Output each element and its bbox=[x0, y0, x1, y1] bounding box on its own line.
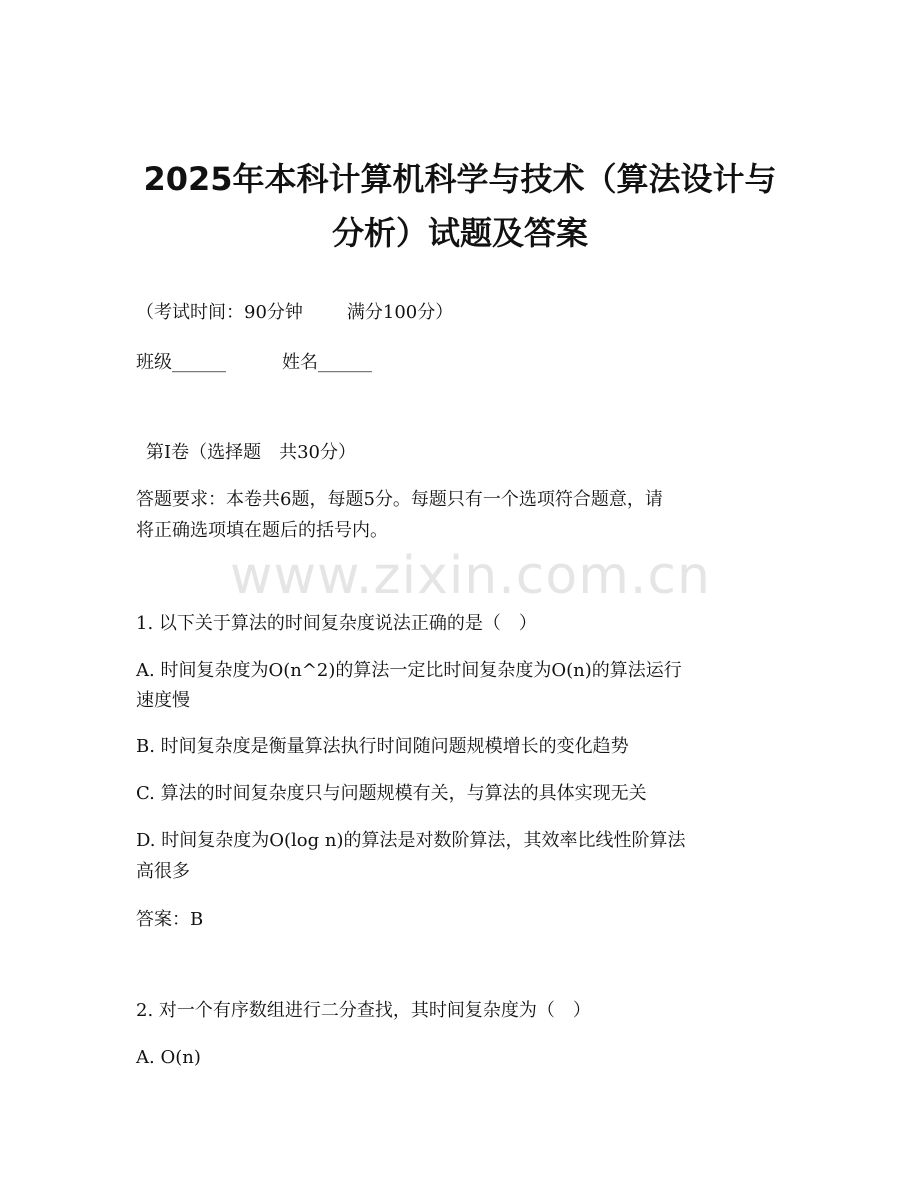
watermark: www.zixin.com.cn bbox=[230, 546, 711, 606]
title-line-1: 2025年本科计算机科学与技术（算法设计与 bbox=[143, 160, 777, 198]
question-1-option-a-line-1: A. 时间复杂度为O(n^2)的算法一定比时间复杂度为O(n)的算法运行 bbox=[136, 660, 682, 681]
exam-info bbox=[136, 298, 796, 328]
question-2-option-a: A. O(n) bbox=[136, 1047, 201, 1068]
question-2-stem: 2. 对一个有序数组进行二分查找，其时间复杂度为（ ） bbox=[136, 1000, 591, 1021]
question-1-stem: 1. 以下关于算法的时间复杂度说法正确的是（ ） bbox=[136, 613, 537, 634]
question-1-answer: 答案：B bbox=[136, 909, 204, 930]
class-field-label: 班级______ bbox=[136, 352, 226, 373]
question-1-option-c: C. 算法的时间复杂度只与问题规模有关，与算法的具体实现无关 bbox=[136, 783, 647, 804]
question-1-option-d-line-1: D. 时间复杂度为O(log n)的算法是对数阶算法，其效率比线性阶算法 bbox=[136, 830, 686, 851]
instructions-line-1: 答题要求：本卷共6题，每题5分。每题只有一个选项符合题意，请 bbox=[136, 489, 663, 510]
section-heading: 第Ⅰ卷（选择题 共30分） bbox=[146, 442, 357, 463]
instructions-line-2: 将正确选项填在题后的括号内。 bbox=[136, 520, 388, 541]
question-1-option-a-line-2: 速度慢 bbox=[136, 690, 190, 711]
exam-score: 满分100分） bbox=[346, 302, 454, 323]
document-title bbox=[60, 152, 860, 260]
student-info bbox=[136, 348, 796, 378]
question-1-option-d-line-2: 高很多 bbox=[136, 861, 190, 882]
title-line-2: 分析）试题及答案 bbox=[331, 214, 588, 252]
name-field-label: 姓名______ bbox=[282, 352, 372, 373]
question-1-option-b: B. 时间复杂度是衡量算法执行时间随问题规模增长的变化趋势 bbox=[136, 736, 629, 757]
exam-time: （考试时间：90分钟 bbox=[136, 302, 303, 323]
